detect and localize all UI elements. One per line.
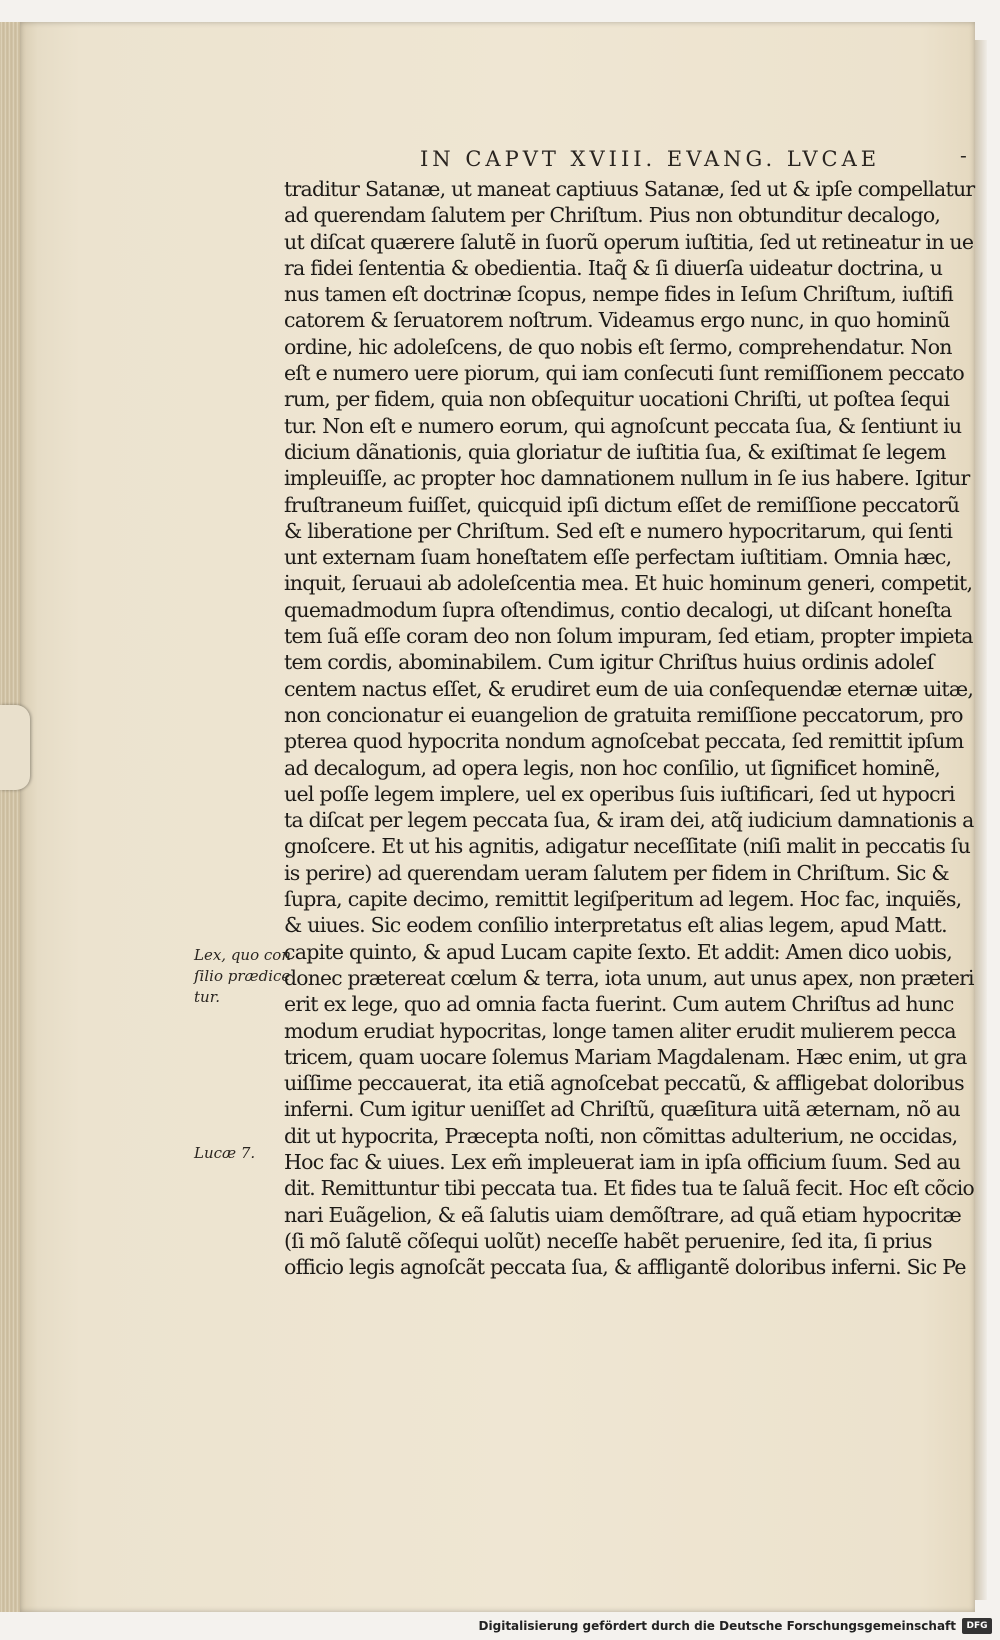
text-line: quemadmodum ſupra oſtendimus, contio decalogi, ut diſcant honeſta — [284, 597, 952, 622]
text-line: & liberatione per Chriſtum. Sed eſt e numero hypocritarum, qui ſenti — [284, 518, 953, 543]
text-line: & uiues. Sic eodem conſilio interpretatus eſt alias legem, apud Matt. — [284, 913, 947, 938]
text-line: tricem, quam uocare ſolemus Mariam Magdalenam. Hæc enim, ut gra — [284, 1044, 967, 1069]
text-line: tur. Non eſt e numero eorum, qui agnoſcunt peccata ſua, & ſentiunt iu — [284, 413, 962, 438]
margin-note-line: Lex, quo con — [194, 946, 291, 964]
margin-note-line: tur. — [194, 988, 220, 1006]
text-line: eſt e numero uere piorum, qui iam conſecuti ſunt remiſſionem peccato — [284, 361, 964, 386]
text-line: inferni. Cum igitur ueniſſet ad Chriſtũ, quæſitura uitã æternam, nõ au — [284, 1097, 961, 1122]
text-line: dit ut hypocrita, Præcepta noſti, non cõmittas adulterium, ne occidas, — [284, 1123, 958, 1148]
text-line: centem nactus eſſet, & erudiret eum de uia conſequendæ eternæ uitæ, — [284, 676, 974, 701]
footer-text: Digitalisierung gefördert durch die Deutsche Forschungsgemeinschaft — [478, 1619, 956, 1633]
dfg-logo: DFG — [962, 1618, 992, 1634]
text-line: ad querendam ſalutem per Chriſtum. Pius non obtunditur decalogo, — [284, 203, 941, 228]
text-line: fruſtraneum fuiſſet, quicquid ipſi dictum eſſet de remiſſione peccatorũ — [284, 492, 960, 517]
text-line: uel poſſe legem implere, uel ex operibus ſuis iuſtificari, ſed ut hypocri — [284, 781, 955, 806]
text-line: dit. Remittuntur tibi peccata tua. Et fides tua te ſaluã fecit. Hoc eſt cõcio — [284, 1176, 974, 1201]
text-line: officio legis agnoſcãt peccata ſua, & affligantẽ doloribus inferni. Sic Pe — [284, 1255, 966, 1280]
text-line: is perire) ad querendam ueram ſalutem per fidem in Chriſtum. Sic & — [284, 860, 949, 885]
text-line: tem cordis, abominabilem. Cum igitur Chriſtus huius ordinis adoleſ — [284, 650, 934, 675]
text-line: ta diſcat per legem peccata ſua, & iram dei, atq̃ iudicium damnationis a — [284, 808, 974, 833]
text-line: Hoc fac & uiues. Lex em̃ impleuerat iam in ipſa officium ſuum. Sed au — [284, 1149, 961, 1174]
text-line: non concionatur ei euangelion de gratuita remiſſione peccatorum, pro — [284, 702, 963, 727]
text-line: impleuiſſe, ac propter hoc damnationem nullum in ſe ius habere. Igitur — [284, 466, 970, 491]
text-line: donec prætereat cœlum & terra, iota unum, aut unus apex, non præteri — [284, 965, 974, 990]
text-line: ſupra, capite decimo, remittit legiſperitum ad legem. Hoc fac, inquiẽs, — [284, 887, 962, 912]
text-line: gnoſcere. Et ut his agnitis, adigatur neceſſitate (niſi malit in peccatis ſu — [284, 834, 971, 859]
body-text — [284, 176, 974, 1280]
text-line: dicium dãnationis, quia gloriatur de iuſtitia ſua, & exiſtimat ſe legem — [284, 439, 946, 464]
text-line: nus tamen eſt doctrinæ ſcopus, nempe fides in Ieſum Chriſtum, iuſtifi — [284, 282, 953, 307]
text-line: capite quinto, & apud Lucam capite ſexto. Et addit: Amen dico uobis, — [284, 939, 952, 964]
text-line: modum erudiat hypocritas, longe tamen aliter erudit mulierem pecca — [284, 1018, 956, 1043]
text-line: pterea quod hypocrita nondum agnoſcebat peccata, ſed remittit ipſum — [284, 729, 964, 754]
text-line: nari Euãgelion, & eã ſalutis uiam demõſtrare, ad quã etiam hypocritæ — [284, 1202, 962, 1227]
page-tab — [0, 705, 30, 790]
margin-note-line: Lucæ 7. — [194, 1144, 256, 1162]
text-line: ra fidei ſententia & obedientia. Itaq̃ & ſi diuerſa uideatur doctrina, u — [284, 255, 943, 280]
text-line: ut diſcat quærere ſalutẽ in ſuorũ operum iuſtitia, ſed ut retineatur in ue — [284, 229, 974, 254]
text-line: inquit, ſeruaui ab adoleſcentia mea. Et huic hominum generi, competit, — [284, 571, 973, 596]
text-line: erit ex lege, quo ad omnia facta fuerint. Cum autem Chriſtus ad hunc — [284, 992, 954, 1017]
header-mark: - — [960, 143, 967, 167]
text-line: rum, per fidem, quia non obſequitur uocationi Chriſti, ut poſtea ſequi — [284, 387, 950, 412]
page-right-edge — [975, 40, 987, 1600]
running-header — [420, 143, 967, 171]
text-line: ordine, hic adoleſcens, de quo nobis eſt ſermo, comprehendatur. Non — [284, 334, 952, 359]
text-line: traditur Satanæ, ut maneat captiuus Satanæ, ſed ut & ipſe compellatur — [284, 177, 975, 201]
text-line: catorem & ſeruatorem noſtrum. Videamus ergo nunc, in quo hominũ — [284, 308, 950, 333]
text-line: tem ſuã eſſe coram deo non ſolum impuram, ſed etiam, propter impieta — [284, 624, 973, 649]
text-line: unt externam ſuam honeſtatem eſſe perfectam iuſtitiam. Omnia hæc, — [284, 545, 952, 570]
digitization-footer — [0, 1616, 1000, 1640]
text-line: (ſi mõ ſalutẽ cõſequi uolũt) neceſſe habẽt peruenire, ſed ita, ſi prius — [284, 1228, 932, 1253]
margin-note-lucae — [194, 1143, 255, 1164]
text-line: ad decalogum, ad opera legis, non hoc conſilio, ut ſignificet hominẽ, — [284, 755, 941, 780]
margin-note-lex — [194, 945, 291, 1008]
margin-note-line: ſilio prædice — [194, 967, 291, 985]
running-header-text: IN CAPVT XVIII. EVANG. LVCAE — [420, 147, 881, 171]
text-line: uiſſime peccauerat, ita etiã agnoſcebat peccatũ, & affligebat doloribus — [284, 1071, 964, 1096]
